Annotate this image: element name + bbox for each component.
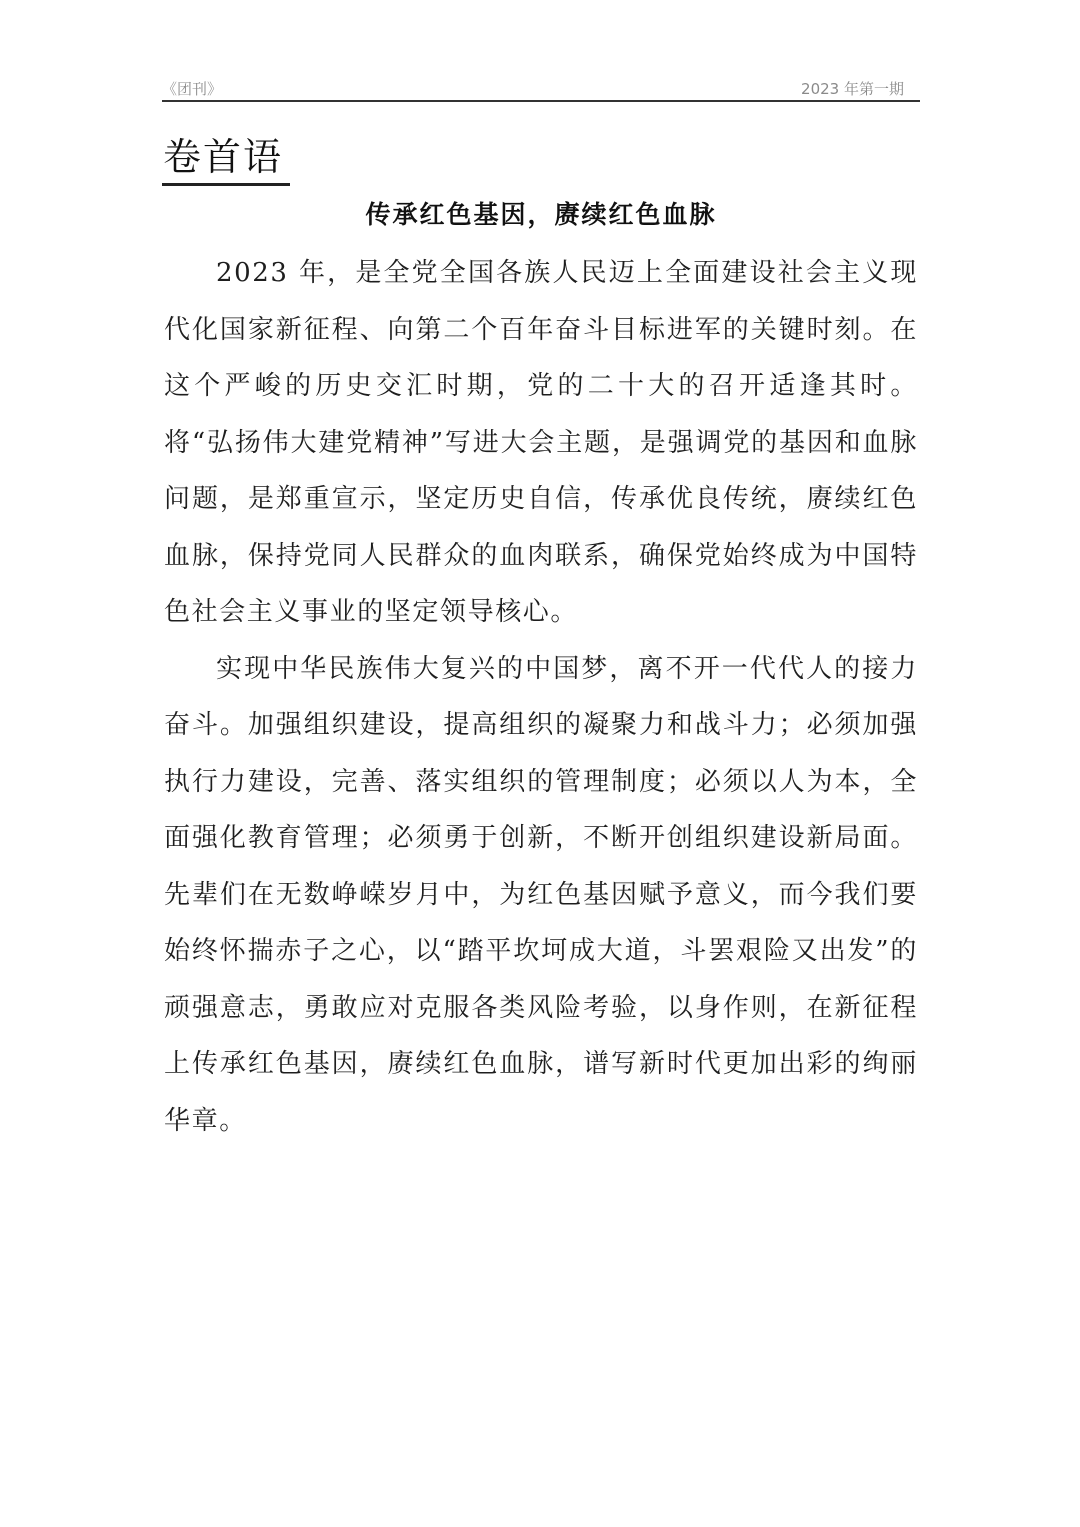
issue-label: 2023 年第一期 [801,80,904,98]
section-title: 卷首语 [163,135,284,179]
running-header [162,76,920,102]
article-title: 传承红色基因，赓续红色血脉 [365,200,717,229]
body-paragraph-1: 2023 年，是全党全国各族人民迈上全面建设社会主义现代化国家新征程、向第二个百年奋斗目标进军的关键时刻。在这个严峻的历史交汇时期，党的二十大的召开适逢其时。将“弘扬伟大建党精神”写进大会主题，是强调党的基因和血脉问题，是郑重宣示，坚定历史自信，传承优良传统，赓续红色血脉，保持党同人民群众的血肉联系，确保党始终成为中国特色社会主义事业的坚定领导核心。 [164,258,918,627]
section-title-underline [162,183,290,186]
journal-name: 《团刊》 [162,80,223,98]
article-body [164,245,918,1149]
body-paragraph-2: 实现中华民族伟大复兴的中国梦，离不开一代代人的接力奋斗。加强组织建设，提高组织的凝聚力和战斗力；必须加强执行力建设，完善、落实组织的管理制度；必须以人为本，全面强化教育管理；必须勇于创新，不断开创组织建设新局面。先辈们在无数峥嵘岁月中，为红色基因赋予意义，而今我们要始终怀揣赤子之心，以“踏平坎坷成大道，斗罢艰险又出发”的顽强意志，勇敢应对克服各类风险考验，以身作则，在新征程上传承红色基因，赓续红色血脉，谱写新时代更加出彩的绚丽华章。 [164,653,918,1136]
